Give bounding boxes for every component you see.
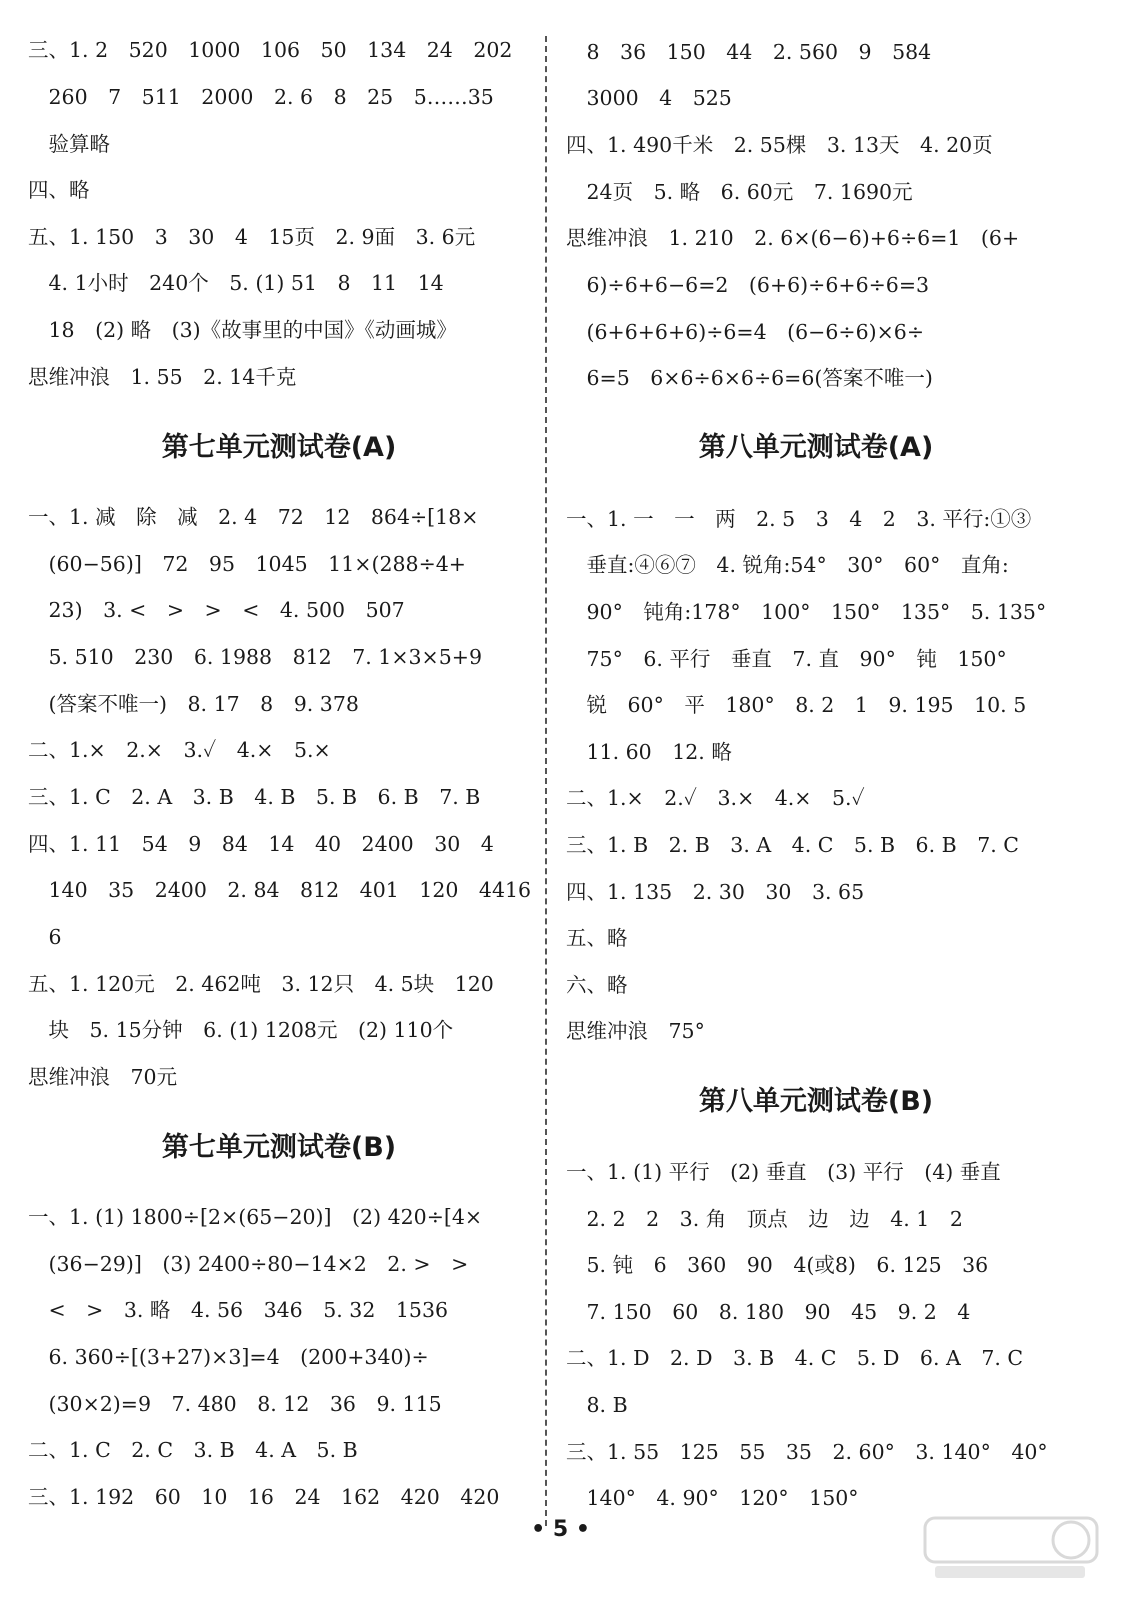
answer-line: 六、略	[566, 973, 628, 997]
answer-line: 二、1.× 2.× 3.✓ 4.× 5.×	[28, 738, 331, 762]
column-divider	[545, 36, 547, 1526]
answer-line: 一、1. (1) 平行 (2) 垂直 (3) 平行 (4) 垂直	[566, 1160, 1001, 1184]
answer-line: 7. 150 60 8. 180 90 45 9. 2 4	[566, 1300, 971, 1324]
answer-line: 二、1.× 2.✓ 3.× 4.× 5.✓	[566, 786, 865, 810]
answer-line: 6=5 6×6÷6×6÷6=6(答案不唯一)	[566, 366, 933, 390]
answer-line: 260 7 511 2000 2. 6 8 25 5……35	[28, 85, 494, 109]
answer-line: 二、1. C 2. C 3. B 4. A 5. B	[28, 1438, 358, 1462]
answer-line: (6+6+6+6)÷6=4 (6−6÷6)×6÷	[566, 320, 925, 344]
answer-line: 一、1. 一 一 两 2. 5 3 4 2 3. 平行:①③	[566, 507, 1032, 531]
answer-line: 思维冲浪 75°	[566, 1019, 705, 1043]
answer-line: 五、略	[566, 926, 628, 950]
answer-line: 二、1. D 2. D 3. B 4. C 5. D 6. A 7. C	[566, 1346, 1024, 1370]
answer-line: 五、1. 150 3 30 4 15页 2. 9面 3. 6元	[28, 225, 476, 249]
answer-line: 四、1. 11 54 9 84 14 40 2400 30 4	[28, 832, 494, 856]
answer-line: 6)÷6+6−6=2 (6+6)÷6+6÷6=3	[566, 273, 930, 297]
section-heading-unit8-b: 第八单元测试卷(B)	[698, 1086, 934, 1117]
answer-line: 75° 6. 平行 垂直 7. 直 90° 钝 150°	[566, 647, 1007, 671]
answer-line: 四、略	[28, 178, 90, 202]
answer-line: (答案不唯一) 8. 17 8 9. 378	[28, 692, 359, 716]
answer-line: 140° 4. 90° 120° 150°	[566, 1486, 859, 1510]
answer-line: 块 5. 15分钟 6. (1) 1208元 (2) 110个	[28, 1018, 454, 1042]
answer-line: 8. B	[566, 1393, 628, 1417]
answer-line: 140 35 2400 2. 84 812 401 120 4416	[28, 878, 532, 902]
answer-line: 思维冲浪 70元	[28, 1065, 178, 1089]
answer-line: 18 (2) 略 (3)《故事里的中国》《动画城》	[28, 318, 457, 342]
answer-line: 思维冲浪 1. 55 2. 14千克	[28, 365, 297, 389]
answer-line: 三、1. C 2. A 3. B 4. B 5. B 6. B 7. B	[28, 785, 481, 809]
answer-line: 2. 2 2 3. 角 顶点 边 边 4. 1 2	[566, 1207, 963, 1231]
answer-line: 五、1. 120元 2. 462吨 3. 12只 4. 5块 120	[28, 972, 494, 996]
answer-line: < > 3. 略 4. 56 346 5. 32 1536	[28, 1298, 449, 1322]
section-heading-unit7-a: 第七单元测试卷(A)	[161, 432, 397, 463]
answer-line: 一、1. 减 除 减 2. 4 72 12 864÷[18×	[28, 505, 479, 529]
answer-line: 5. 510 230 6. 1988 812 7. 1×3×5+9	[28, 645, 482, 669]
answer-line: 24页 5. 略 6. 60元 7. 1690元	[566, 180, 913, 204]
answer-line: 8 36 150 44 2. 560 9 584	[566, 40, 932, 64]
answer-line: 三、1. 55 125 55 35 2. 60° 3. 140° 40°	[566, 1440, 1048, 1464]
answer-line: 5. 钝 6 360 90 4(或8) 6. 125 36	[566, 1253, 989, 1277]
answer-line: 6. 360÷[(3+27)×3]=4 (200+340)÷	[28, 1345, 429, 1369]
answer-line: 验算略	[28, 132, 110, 156]
watermark-logo	[921, 1512, 1101, 1582]
answer-line: 11. 60 12. 略	[566, 740, 732, 764]
answer-line: 4. 1小时 240个 5. (1) 51 8 11 14	[28, 271, 444, 295]
answer-line: 23) 3. < > > < 4. 500 507	[28, 598, 405, 622]
answer-line: 垂直:④⑥⑦ 4. 锐角:54° 30° 60° 直角:	[566, 553, 1009, 577]
section-heading-unit7-b: 第七单元测试卷(B)	[161, 1132, 397, 1163]
answer-line: (30×2)=9 7. 480 8. 12 36 9. 115	[28, 1392, 442, 1416]
answer-line: 思维冲浪 1. 210 2. 6×(6−6)+6÷6=1 (6+	[566, 226, 1020, 250]
answer-line: 锐 60° 平 180° 8. 2 1 9. 195 10. 5	[566, 693, 1027, 717]
page-number: • 5 •	[531, 1517, 590, 1542]
answer-line: 四、1. 135 2. 30 30 3. 65	[566, 880, 865, 904]
answer-line: 3000 4 525	[566, 86, 732, 110]
answer-line: 三、1. 2 520 1000 106 50 134 24 202	[28, 38, 513, 62]
answer-line: 90° 钝角:178° 100° 150° 135° 5. 135°	[566, 600, 1047, 624]
answer-line: 四、1. 490千米 2. 55棵 3. 13天 4. 20页	[566, 133, 993, 157]
answer-line: (36−29)] (3) 2400÷80−14×2 2. > >	[28, 1252, 469, 1276]
answer-line: 一、1. (1) 1800÷[2×(65−20)] (2) 420÷[4×	[28, 1205, 483, 1229]
answer-line: 三、1. 192 60 10 16 24 162 420 420	[28, 1485, 500, 1509]
answer-line: 6	[28, 925, 62, 949]
answer-line: (60−56)] 72 95 1045 11×(288÷4+	[28, 552, 466, 576]
answer-line: 三、1. B 2. B 3. A 4. C 5. B 6. B 7. C	[566, 833, 1019, 857]
section-heading-unit8-a: 第八单元测试卷(A)	[698, 432, 934, 463]
